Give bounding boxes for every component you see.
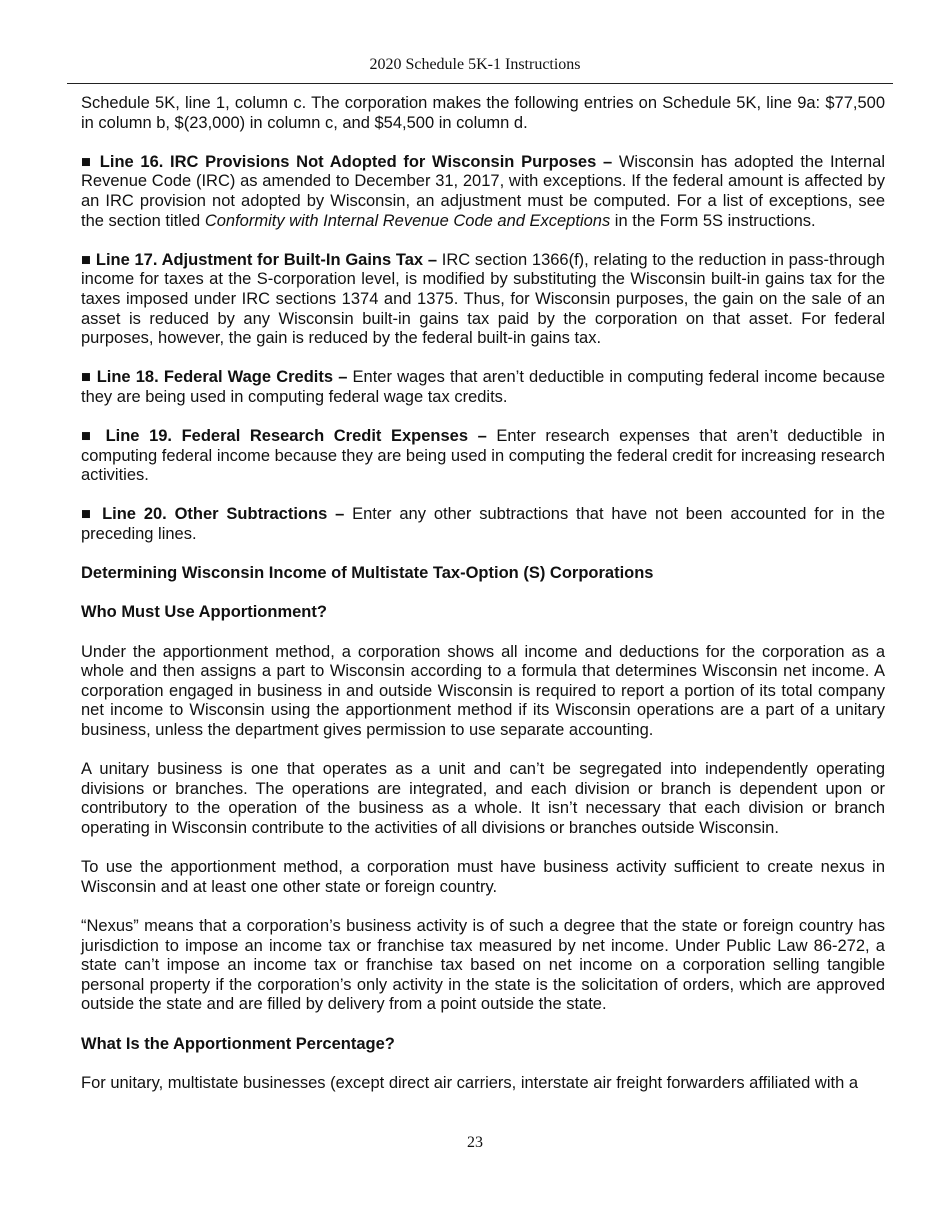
line-18-text: Enter wages that aren’t deductible in computing federal income because they are being used in computing federal wage tax credits. — [81, 368, 885, 406]
line-19-paragraph — [81, 427, 885, 486]
line-18-paragraph — [81, 368, 885, 407]
header-divider — [67, 83, 893, 84]
line-16-title: Line 16. IRC Provisions Not Adopted for Wisconsin Purposes – — [99, 152, 613, 171]
line-17-paragraph — [81, 251, 885, 349]
line-19-text: Enter research expenses that aren’t deductible in computing federal income because they are being used in computing the federal credit for increasing research activities. — [81, 427, 885, 485]
line-18-title: Line 18. Federal Wage Credits – — [96, 368, 348, 387]
page-body — [81, 94, 885, 1093]
line-16-text-end: in the Form 5S instructions. — [610, 211, 816, 230]
unitary-business-paragraph: A unitary business is one that operates as a unit and can’t be segregated into independently operating divisions or branches. The operations are integrated, and each division or branch is dependent upon or contributory to the operation of the business as a whole. It isn’t necessary that each division or branch operating in Wisconsin contribute to the activities of all divisions or branches outside Wisconsin. — [81, 760, 885, 837]
page-number: 23 — [467, 1134, 483, 1151]
nexus-definition-paragraph: “Nexus” means that a corporation’s business activity is of such a degree that the state or foreign country has jurisdiction to impose an income tax or franchise tax measured by net income. Under Public Law 86-272, a state can’t impose an income tax or franchise tax based on net income on a corporation selling tangible personal property if the corporation’s only activity in the state is the solicitation of orders, which are approved outside the state and are filled by delivery from a point outside the state. — [81, 916, 885, 1014]
line-17-text: IRC section 1366(f), relating to the reduction in pass-through income for taxes at the S-corporation level, is modified by substituting the Wisconsin built-in gains tax for the taxes imposed under IRC sections 1374 and 1375. Thus, for Wisconsin purposes, the gain on the sale of an asset is reduced by any Wisconsin built-in gains tax paid by the corporation on that asset. For federal purposes, however, the gain is reduced by the federal built-in gains tax. — [81, 250, 885, 348]
nexus-requirement-paragraph: To use the apportionment method, a corporation must have business activity sufficient to create nexus in Wisconsin and at least one other state or foreign country. — [81, 858, 885, 896]
bullet-icon: ■ — [81, 505, 95, 524]
line-17-title: Line 17. Adjustment for Built-In Gains Tax – — [95, 250, 438, 269]
subheading-who-must-use: Who Must Use Apportionment? — [81, 603, 327, 622]
bullet-icon: ■ — [81, 427, 96, 446]
intro-paragraph: Schedule 5K, line 1, column c. The corporation makes the following entries on Schedule 5K, line 9a: $77,500 in column b, $(23,000) in column c, and $54,500 in column d. — [81, 94, 885, 132]
bullet-icon: ■ — [81, 368, 92, 387]
bullet-icon: ■ — [81, 250, 92, 269]
page-header-title: 2020 Schedule 5K-1 Instructions — [369, 56, 581, 73]
line-16-paragraph — [81, 153, 885, 231]
bullet-icon: ■ — [81, 152, 94, 171]
final-paragraph: For unitary, multistate businesses (except direct air carriers, interstate air freight forwarders affiliated with a — [81, 1073, 859, 1092]
line-16-italic-ref: Conformity with Internal Revenue Code and Exceptions — [204, 211, 611, 230]
subheading-apportionment-percentage: What Is the Apportionment Percentage? — [81, 1034, 395, 1053]
line-19-title: Line 19. Federal Research Credit Expenses – — [105, 427, 487, 446]
line-20-paragraph — [81, 505, 885, 544]
line-20-title: Line 20. Other Subtractions – — [102, 505, 345, 524]
line-16-text: Wisconsin has adopted the Internal Revenue Code (IRC) as amended to December 31, 2017, with exceptions. If the federal amount is affected by an IRC provision not adopted by Wisconsin, an adjustment must be computed. For a list of exceptions, see the section titled — [81, 152, 885, 230]
line-20-text: Enter any other subtractions that have not been accounted for in the preceding lines. — [81, 505, 885, 544]
apportionment-method-paragraph: Under the apportionment method, a corporation shows all income and deductions for the corporation as a whole and then assigns a part to Wisconsin according to a formula that determines Wisconsin net income. A corporation engaged in business in and outside Wisconsin is required to report a portion of its total company net income to Wisconsin using the apportionment method if its Wisconsin operations are a part of a unitary business, unless the department gives permission to use separate accounting. — [81, 642, 885, 739]
section-heading: Determining Wisconsin Income of Multistate Tax-Option (S) Corporations — [81, 564, 654, 583]
